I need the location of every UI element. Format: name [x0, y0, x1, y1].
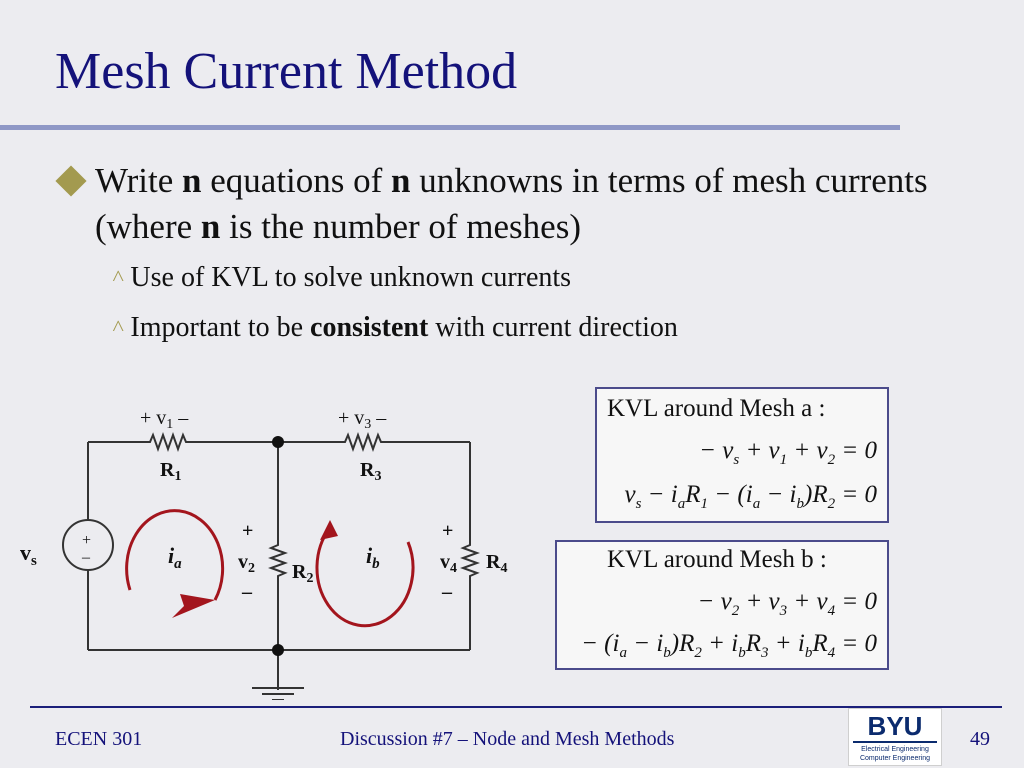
vs-label: $v_s$ [20, 540, 37, 569]
byu-logo-line-1: Electrical Engineering [861, 746, 929, 753]
byu-logo-bar [853, 741, 937, 743]
byu-logo-word: BYU [867, 711, 923, 741]
mesh-a-arrow-icon [172, 594, 215, 618]
byu-logo [848, 708, 942, 766]
source-plus-sign: + [82, 532, 92, 549]
mesh-a-equation-box [595, 387, 889, 523]
bottom-node-dot [272, 644, 284, 656]
main-bullet [60, 158, 940, 250]
r3-label: $R_3$ [360, 459, 382, 484]
mesh-a-heading: KVL around Mesh a : [607, 395, 826, 422]
chevron-bullet-icon: ˄ [112, 263, 125, 288]
chevron-bullet-icon: ˄ [112, 313, 125, 338]
footer-page-number: 49 [970, 728, 990, 750]
v4-minus-sign: – [442, 581, 452, 603]
r2-label: $R_2$ [292, 561, 314, 586]
source-minus-sign: – [82, 549, 90, 566]
ia-label: $i_a$ [168, 543, 182, 572]
mesh-b-loop-icon [317, 528, 413, 626]
mesh-b-equation-2: − $(i_a - i_b)R_2 + i_bR_3 + i_bR_4 = 0$ [581, 630, 877, 661]
sub-bullet-kvl: ˄ Use of KVL to solve unknown currents [112, 262, 572, 293]
r1-label: $R_1$ [160, 459, 182, 484]
mesh-b-equation-box [555, 540, 889, 670]
mesh-a-equation-2: $v_s - i_aR_1 - (i_a - i_b)R_2 = 0$ [624, 481, 877, 512]
sub-bullet-consistent: ˄ Important to be consistent with current direction [112, 312, 678, 343]
circuit-diagram [0, 380, 560, 700]
v2-minus-sign: – [242, 581, 252, 603]
v4-label: $v_4$ [440, 551, 457, 576]
v4-plus-sign: + [442, 520, 454, 542]
slide-title: Mesh Current Method [55, 43, 518, 100]
footer-course: ECEN 301 [55, 728, 143, 750]
top-node-dot [272, 436, 284, 448]
v3-label: + $v_3$ – [338, 407, 387, 432]
mesh-b-arrow-icon [320, 520, 338, 540]
mesh-b-heading: KVL around Mesh b : [607, 546, 827, 573]
mesh-b-equation-1: − $v_2 + v_3 + v_4 = 0$ [697, 588, 877, 619]
ib-label: $i_b$ [366, 543, 380, 572]
footer-topic: Discussion #7 – Node and Mesh Methods [340, 728, 675, 750]
v2-plus-sign: + [242, 520, 254, 542]
title-divider [0, 125, 900, 130]
main-bullet-text: Write n equations of n unknowns in terms of mesh currents (where n is the number of meshes) [95, 161, 928, 246]
mesh-a-equation-1: − $v_s + v_1 + v_2 = 0$ [699, 437, 877, 468]
v1-label: + $v_1$ – [140, 407, 189, 432]
r4-label: $R_4$ [486, 551, 508, 576]
diamond-bullet-icon [55, 165, 86, 196]
v2-label: $v_2$ [238, 551, 255, 576]
byu-logo-line-2: Computer Engineering [859, 755, 931, 762]
